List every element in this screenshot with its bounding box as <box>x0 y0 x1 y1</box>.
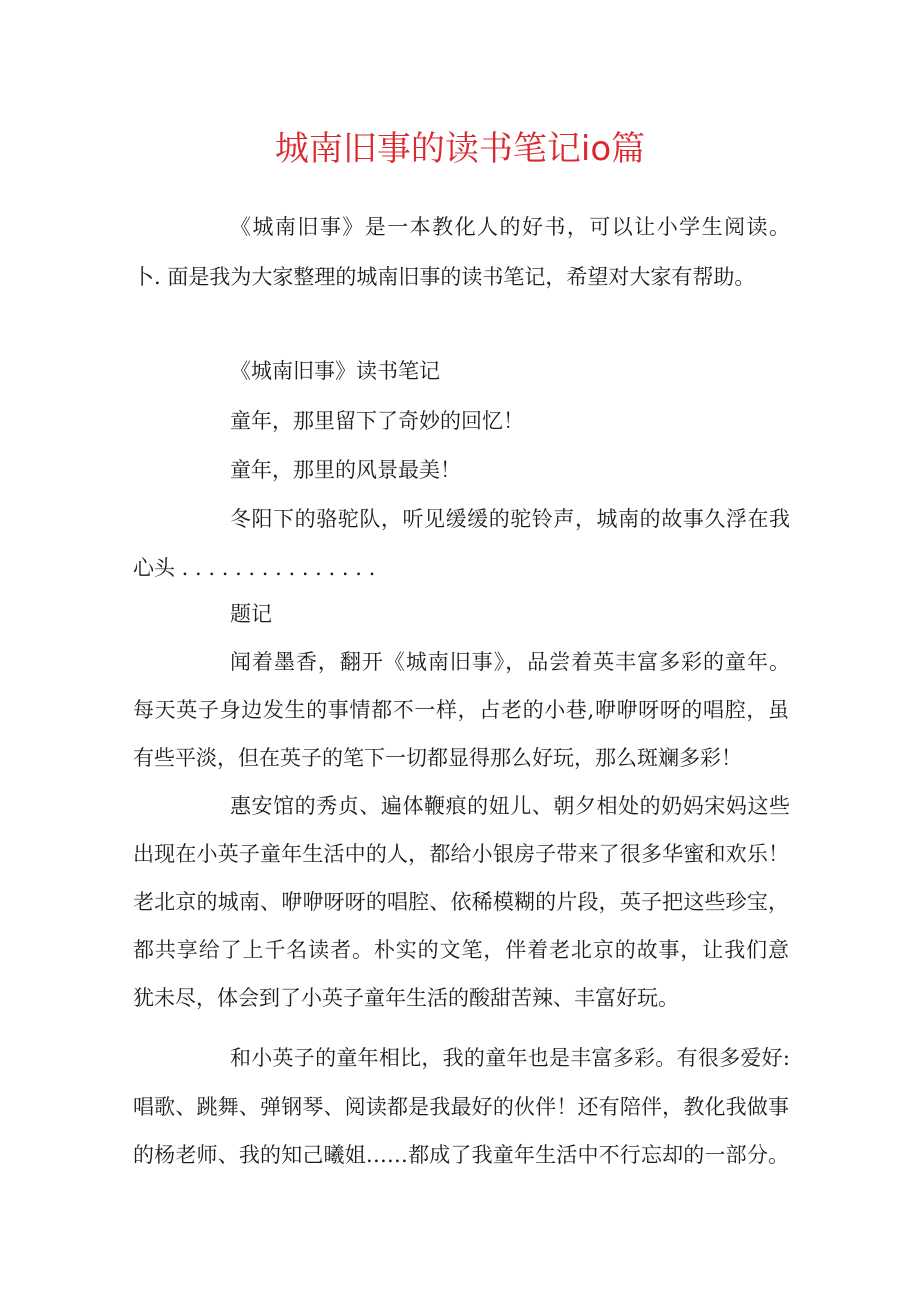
paragraph1-line-1: 闻着墨香，翻开《城南旧事》，品尝着英丰富多彩的童年。 <box>230 650 790 674</box>
paragraph1-line-3: 有些平淡，但在英子的笔下一切都显得那么好玩，那么斑斓多彩！ <box>133 746 742 770</box>
paragraph3-line-2: 唱歌、跳舞、弹钢琴、阅读都是我最好的伙伴！还有陪伴，教化我做事 <box>133 1095 789 1119</box>
intro-line-1: 《城南旧事》是一本教化人的好书，可以让小学生阅读。 <box>230 215 790 239</box>
paragraph2-line-5: 犹未尽，体会到了小英子童年生活的酸甜苦辣、丰富好玩。 <box>133 986 679 1010</box>
poem-line-3: 冬阳下的骆驼队，听见缓缓的驼铃声，城南的故事久浮在我 <box>230 507 790 531</box>
paragraph1-line-2: 每天英子身边发生的事情都不一样，占老的小巷,咿咿呀呀的唱腔，虽 <box>133 698 789 722</box>
poem-line-4: 心头 . . . . . . . . . . . . . . . <box>133 556 376 580</box>
paragraph2-line-3: 老北京的城南、咿咿呀呀的唱腔、依稀模糊的片段，英子把这些珍宝， <box>133 890 789 914</box>
intro-line-2: 卜. 面是我为大家整理的城南旧事的读书笔记，希望对大家有帮助。 <box>133 265 756 289</box>
document-title: 城南旧事的读书笔记io篇 <box>274 129 646 169</box>
subheading: 题记 <box>230 602 272 626</box>
paragraph3-line-3: 的杨老师、我的知己曦姐……都成了我童年生活中不行忘却的一部分。 <box>133 1143 789 1167</box>
section-heading: 《城南旧事》读书笔记 <box>230 359 440 383</box>
paragraph2-line-1: 惠安馆的秀贞、遍体鞭痕的妞儿、朝夕相处的奶妈宋妈这些 <box>230 794 790 818</box>
paragraph3-line-1: 和小英子的童年相比，我的童年也是丰富多彩。有很多爱好: <box>230 1046 790 1070</box>
paragraph2-line-4: 都共享给了上千名读者。朴实的文笔，伴着老北京的故事，让我们意 <box>133 938 789 962</box>
poem-line-2: 童年，那里的风景最美！ <box>230 458 461 482</box>
poem-line-1: 童年，那里留下了奇妙的回忆！ <box>230 409 524 433</box>
paragraph2-line-2: 出现在小英子童年生活中的人，都给小银房子带来了很多华蜜和欢乐！ <box>133 842 789 866</box>
